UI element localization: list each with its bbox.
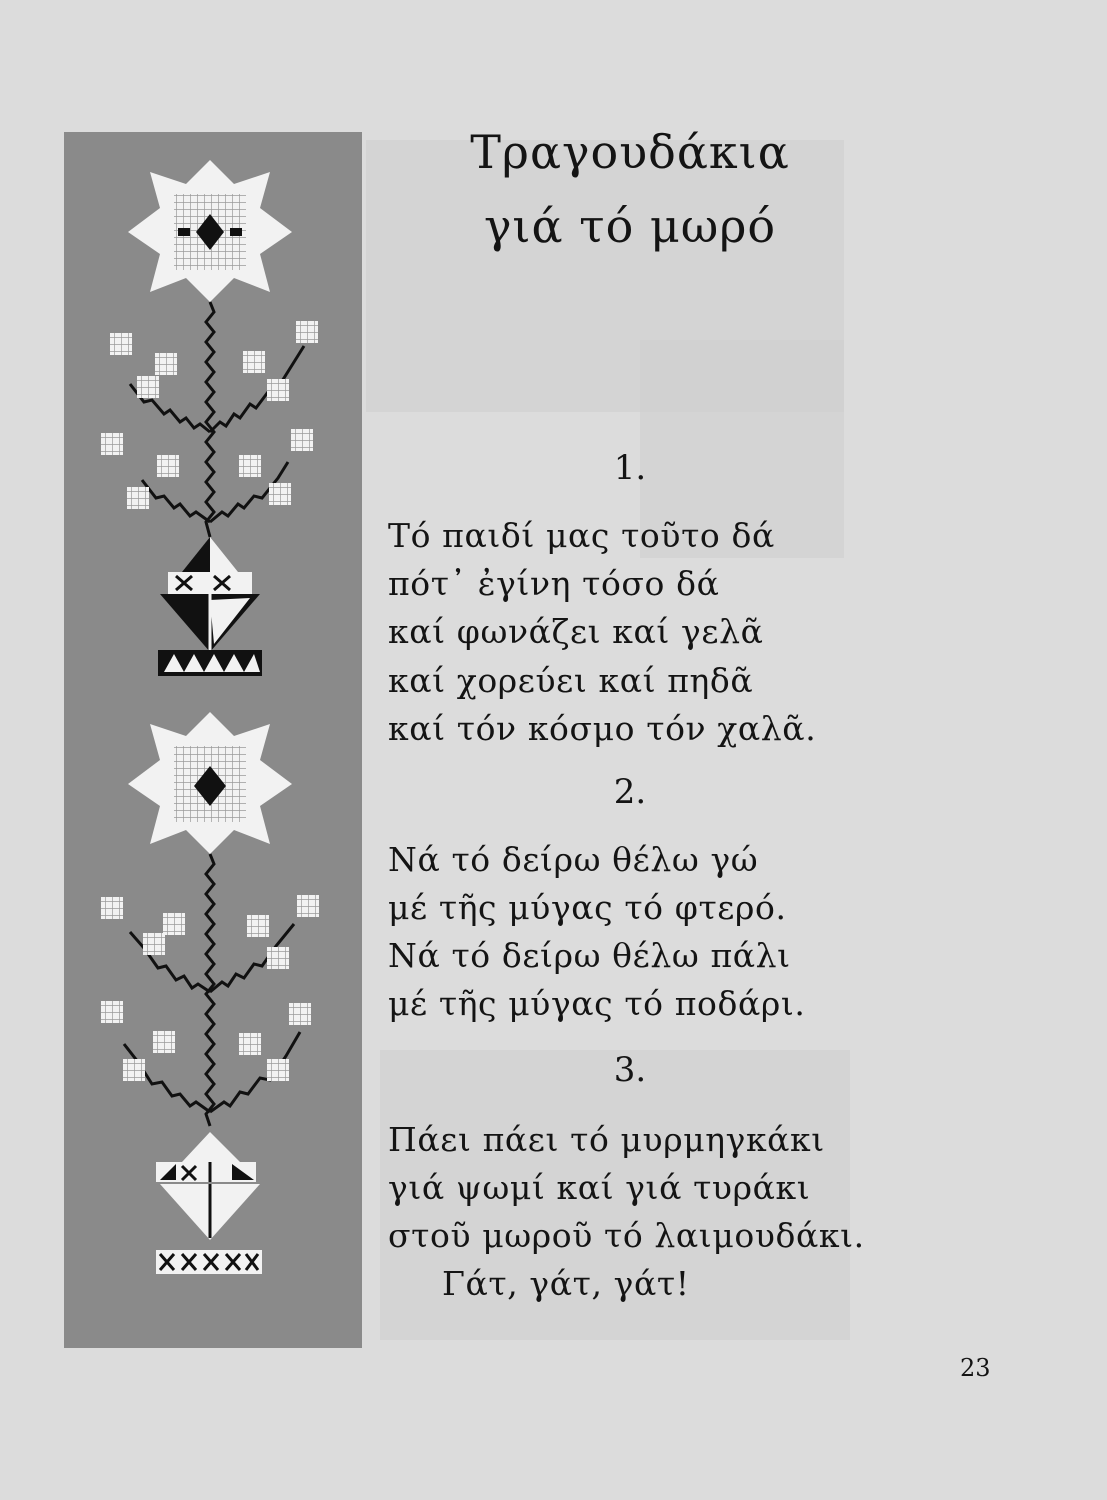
verse-line: πότ᾽ ἐγίνη τόσο δά: [388, 564, 720, 603]
verse-line: Τό παιδί μας τοῦτο δά: [388, 516, 775, 555]
song-title-line-2: γιά τό μωρό: [483, 199, 777, 253]
verse-line: καί φωνάζει καί γελᾶ: [388, 612, 764, 651]
verse-line: Γάτ, γάτ, γάτ!: [442, 1264, 690, 1303]
verse-line: καί τόν κόσμο τόν χαλᾶ.: [388, 709, 817, 748]
verse-line: μέ τῆς μύγας τό φτερό.: [388, 888, 787, 927]
verse-line: μέ τῆς μύγας τό ποδάρι.: [388, 984, 806, 1023]
stanza-number: 1.: [613, 448, 647, 488]
stanza-number: 2.: [613, 772, 647, 812]
embroidery-illustration: [64, 132, 362, 1348]
lower-flower: [101, 712, 319, 1274]
song-title-line-1: Τραγουδάκια: [470, 125, 790, 179]
stanza-number: 3.: [613, 1050, 647, 1090]
embroidery-pattern-svg: [64, 132, 362, 1348]
verse-line: στοῦ μωροῦ τό λαιμουδάκι.: [388, 1216, 865, 1255]
verse-line: Πάει πάει τό μυρμηγκάκι: [388, 1120, 825, 1159]
upper-flower: [101, 160, 318, 676]
verse-line: Νά τό δείρω θέλω πάλι: [388, 936, 791, 975]
verse-line: γιά ψωμί καί γιά τυράκι: [388, 1168, 811, 1207]
page-number: 23: [960, 1354, 991, 1382]
verse-line: καί χορεύει καί πηδᾶ: [388, 661, 754, 700]
verse-line: Νά τό δείρω θέλω γώ: [388, 840, 759, 879]
